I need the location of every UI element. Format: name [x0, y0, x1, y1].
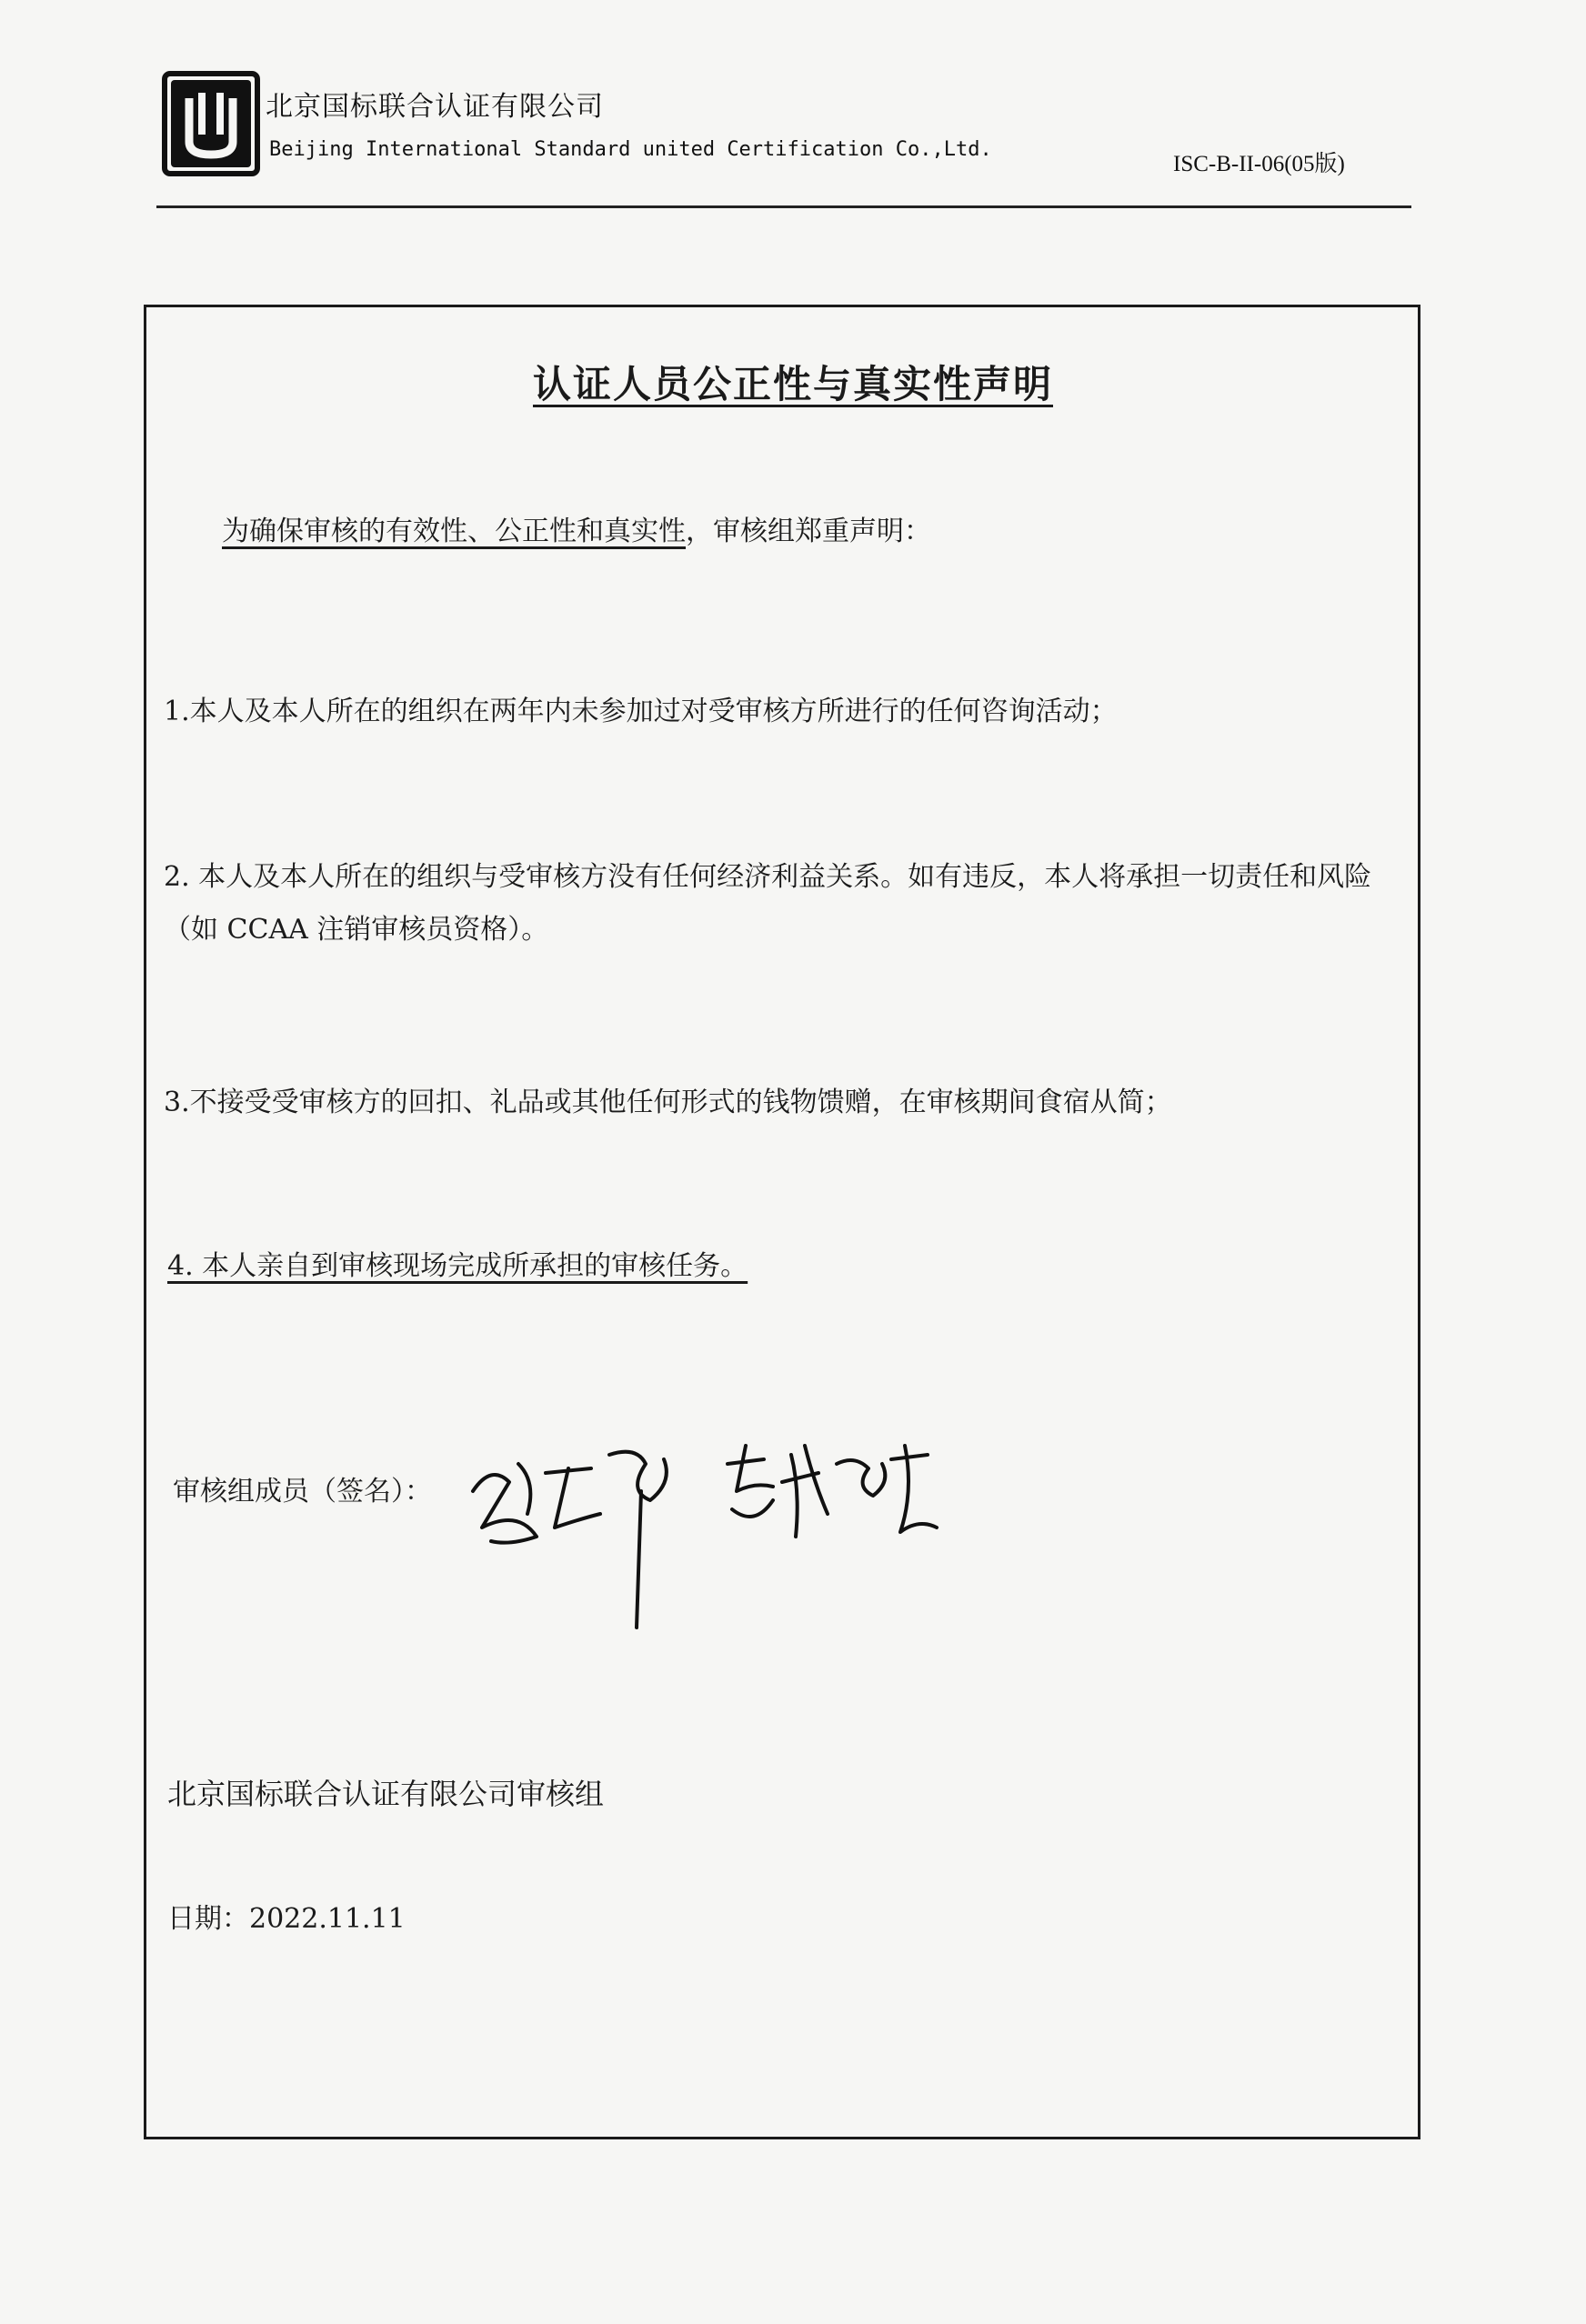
declaration-item-4: 4. 本人亲自到审核现场完成所承担的审核任务。: [167, 1250, 748, 1282]
header-divider: [156, 205, 1411, 208]
form-code: ISC-B-II-06(05版): [1173, 152, 1345, 176]
intro-paragraph: [222, 506, 931, 558]
document-title: [0, 355, 1586, 409]
intro-rest-text: ，审核组郑重声明：: [686, 516, 931, 547]
handwritten-signatures: [455, 1427, 964, 1637]
signature-label: 审核组成员（签名）：: [173, 1476, 432, 1508]
audit-team-organization: 北京国标联合认证有限公司审核组: [167, 1777, 605, 1811]
declaration-item-1: 1.本人及本人所在的组织在两年内未参加过对受审核方所进行的任何咨询活动；: [164, 696, 1118, 727]
declaration-item-2: 2. 本人及本人所在的组织与受审核方没有任何经济利益关系。如有违反，本人将承担一切责任和风险（如 CCAA 注销审核员资格）。: [164, 861, 1372, 946]
intro-underlined-text: 为确保审核的有效性、公正性和真实性: [222, 516, 686, 547]
company-logo-icon: [162, 71, 260, 176]
company-name-en: Beijing International Standard united Certification Co.,Ltd.: [269, 138, 992, 161]
declaration-date: 日期：2022.11.11: [167, 1903, 406, 1935]
document-title-text: 认证人员公正性与真实性声明: [532, 362, 1053, 406]
declaration-item-3: 3.不接受受审核方的回扣、礼品或其他任何形式的钱物馈赠，在审核期间食宿从简；: [164, 1087, 1172, 1118]
company-name-cn: 北京国标联合认证有限公司: [266, 91, 604, 123]
declaration-box: [144, 305, 1420, 2139]
